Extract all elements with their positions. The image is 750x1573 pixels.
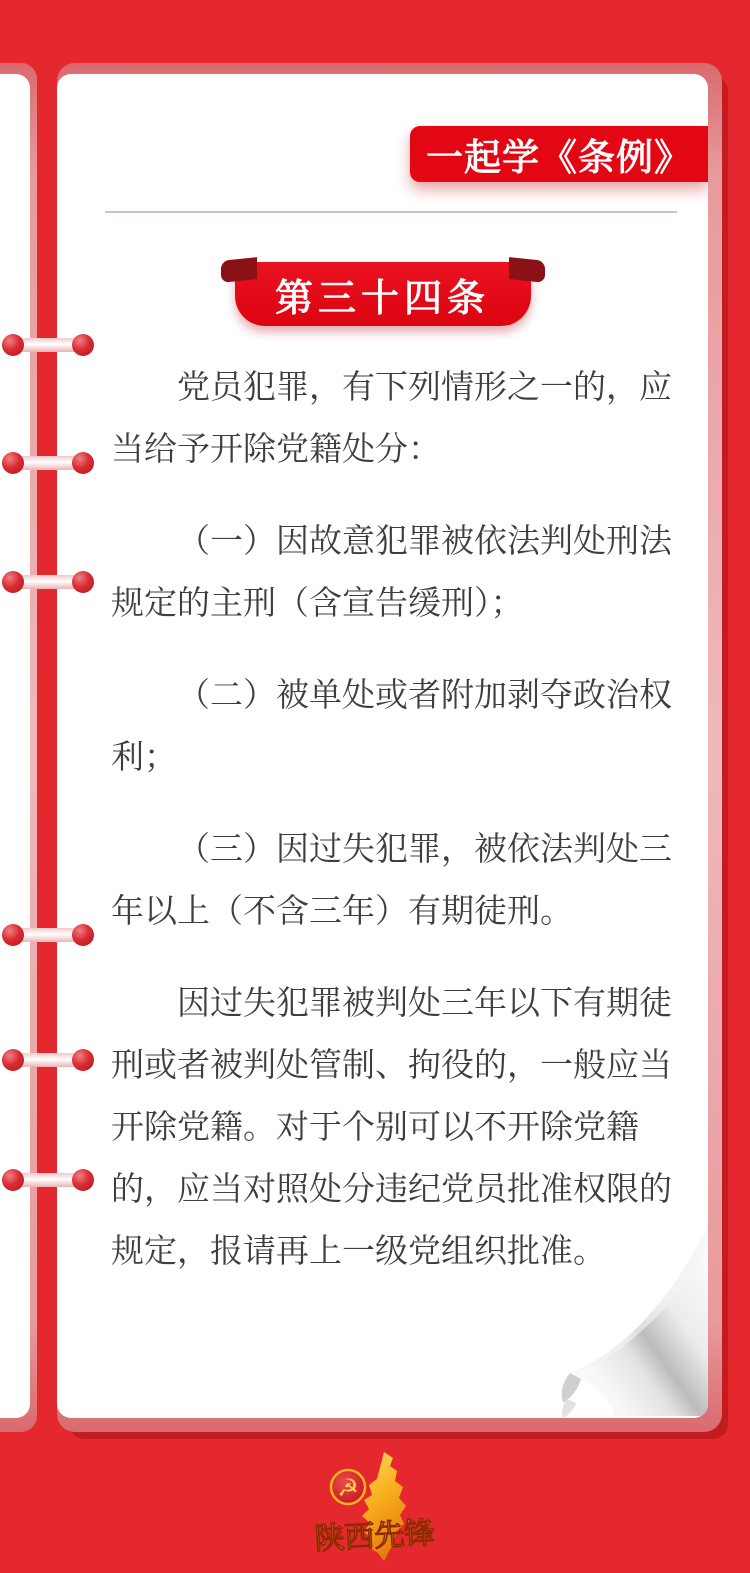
footer-logo <box>280 1446 470 1570</box>
article-body <box>111 356 691 1312</box>
binder-ring <box>2 1049 94 1071</box>
binder-ring <box>2 1169 94 1191</box>
paragraph: 党员犯罪，有下列情形之一的，应当给予开除党籍处分： <box>111 368 672 467</box>
binder-ring <box>2 452 94 474</box>
article-number-badge <box>235 262 531 326</box>
logo-wordmark: 陕西先锋 <box>313 1515 436 1558</box>
party-emblem-icon <box>331 1470 365 1504</box>
notebook-page <box>57 74 708 1418</box>
left-page-strip <box>0 74 30 1418</box>
hammer-sickle-icon: ☭ <box>337 1474 359 1502</box>
page-curl <box>558 1223 708 1418</box>
binder-ring <box>2 571 94 593</box>
article-number-label: 第三十四条 <box>274 277 490 320</box>
paragraph: （二）被单处或者附加剥夺政治权利； <box>111 676 672 775</box>
header-badge-label: 一起学《条例》 <box>426 137 692 178</box>
paragraph: （三）因过失犯罪，被依法判处三年以上（不含三年）有期徒刑。 <box>111 830 672 929</box>
paragraph: 因过失犯罪被判处三年以下有期徒刑或者被判处管制、拘役的，一般应当开除党籍。对于个别可以不开除党籍的，应当对照处分违纪党员批准权限的规定，报请再上一级党组织批准。 <box>111 984 672 1269</box>
paragraph: （一）因故意犯罪被依法判处刑法规定的主刑（含宣告缓刑）； <box>111 522 672 621</box>
header-badge <box>410 126 708 182</box>
binder-ring <box>2 924 94 946</box>
binder-ring <box>2 334 94 356</box>
divider-line <box>105 211 677 213</box>
